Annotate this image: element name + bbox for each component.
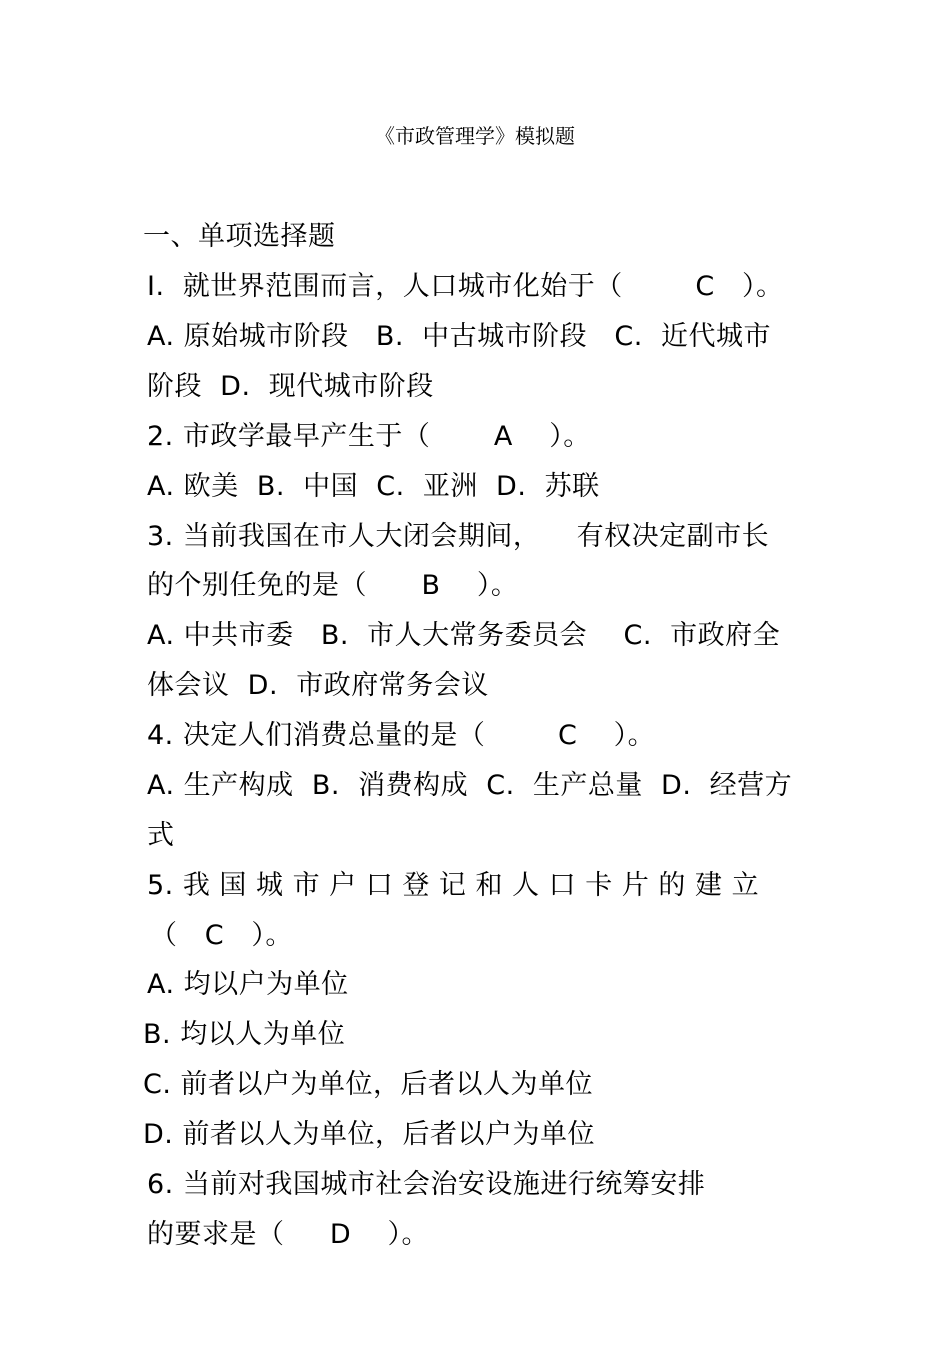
question-2-options: A. 欧美 B. 中国 C. 亚洲 D. 苏联 [147,471,600,502]
question-6-cont: 的要求是（ D ）。 [147,1219,430,1250]
question-3-cont: 的个别任免的是（ B ）。 [147,570,519,601]
question-1-options: A. 原始城市阶段 B. 中古城市阶段 C. 近代城市 [147,321,772,352]
question-1: I. 就世界范围而言，人口城市化始于（ C ）。 [147,271,784,302]
document-title: 《市政管理学》模拟题 [375,124,575,148]
question-3-options: A. 中共市委 B. 市人大常务委员会 C. 市政府全 [147,620,781,651]
question-4-options-cont: 式 [147,820,175,851]
question-5-option-c: C. 前者以户为单位，后者以人为单位 [143,1069,594,1100]
question-4-options: A. 生产构成 B. 消费构成 C. 生产总量 D. 经营方 [147,770,793,801]
question-5-cont: （ C ）。 [150,920,293,951]
question-6: 6. 当前对我国城市社会治安设施进行统筹安排 [147,1169,706,1200]
section-heading: 一、单项选择题 [143,221,336,252]
question-1-options-cont: 阶段 D. 现代城市阶段 [147,371,434,402]
question-5-option-b: B. 均以人为单位 [143,1019,346,1050]
question-3: 3. 当前我国在市人大闭会期间， 有权决定副市长 [147,521,770,552]
question-4: 4. 决定人们消费总量的是（ C ）。 [147,720,656,751]
question-2: 2. 市政学最早产生于（ A ）。 [147,421,591,452]
question-5-option-d: D. 前者以人为单位，后者以户为单位 [143,1119,595,1150]
question-3-options-cont: 体会议 D. 市政府常务会议 [147,670,489,701]
question-5: 5. 我 国 城 市 户 口 登 记 和 人 口 卡 片 的 建 立 [147,870,760,901]
question-5-option-a: A. 均以户为单位 [147,969,349,1000]
